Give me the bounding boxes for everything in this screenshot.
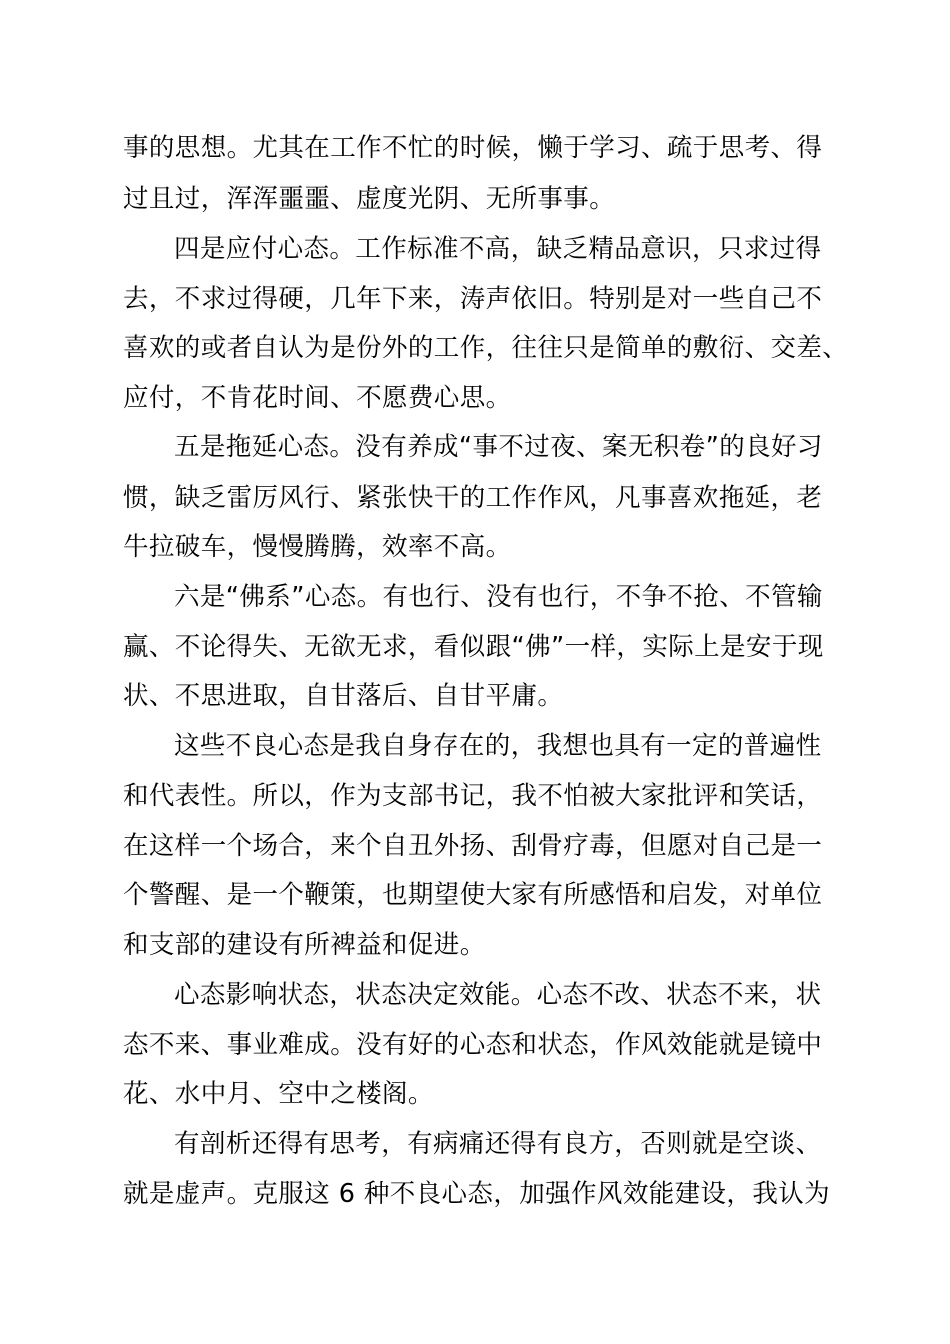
text-line: 喜欢的或者自认为是份外的工作，往往只是简单的敷衍、交差、 — [123, 333, 849, 363]
text-line: 牛拉破车，慢慢腾腾，效率不高。 — [123, 532, 512, 562]
paragraph-start-line: 四是应付心态。工作标准不高，缺乏精品意识，只求过得 — [174, 234, 822, 264]
text-line: 过且过，浑浑噩噩、虚度光阴、无所事事。 — [123, 184, 616, 214]
paragraph-start-line: 五是拖延心态。没有养成“事不过夜、案无积卷”的良好习 — [174, 432, 823, 462]
text-line: 应付，不肯花时间、不愿费心思。 — [123, 383, 512, 413]
paragraph-start-line: 有剖析还得有思考，有病痛还得有良方，否则就是空谈、 — [174, 1129, 822, 1159]
text-line: 惯，缺乏雷厉风行、紧张快干的工作作风，凡事喜欢拖延，老 — [123, 483, 823, 513]
paragraph-start-line: 这些不良心态是我自身存在的，我想也具有一定的普遍性 — [174, 731, 822, 761]
paragraph-start-line: 六是“佛系”心态。有也行、没有也行，不争不抢、不管输 — [174, 582, 823, 612]
text-line: 事的思想。尤其在工作不忙的时候，懒于学习、疏于思考、得 — [123, 133, 823, 163]
text-line: 个警醒、是一个鞭策，也期望使大家有所感悟和启发，对单位 — [123, 880, 823, 910]
text-line: 就是虚声。克服这 6 种不良心态，加强作风效能建设，我认为 — [123, 1179, 831, 1209]
text-line: 赢、不论得失、无欲无求，看似跟“佛”一样，实际上是安于现 — [123, 632, 824, 662]
text-line: 去，不求过得硬，几年下来，涛声依旧。特别是对一些自己不 — [123, 284, 823, 314]
text-line: 在这样一个场合，来个自丑外扬、刮骨疗毒，但愿对自己是一 — [123, 831, 823, 861]
text-line: 花、水中月、空中之楼阁。 — [123, 1079, 434, 1109]
text-line: 态不来、事业难成。没有好的心态和状态，作风效能就是镜中 — [123, 1030, 823, 1060]
text-line: 和代表性。所以，作为支部书记，我不怕被大家批评和笑话， — [123, 781, 823, 811]
text-line: 状、不思进取，自甘落后、自甘平庸。 — [123, 681, 564, 711]
text-line: 和支部的建设有所裨益和促进。 — [123, 930, 486, 960]
paragraph-start-line: 心态影响状态，状态决定效能。心态不改、状态不来，状 — [174, 980, 822, 1010]
